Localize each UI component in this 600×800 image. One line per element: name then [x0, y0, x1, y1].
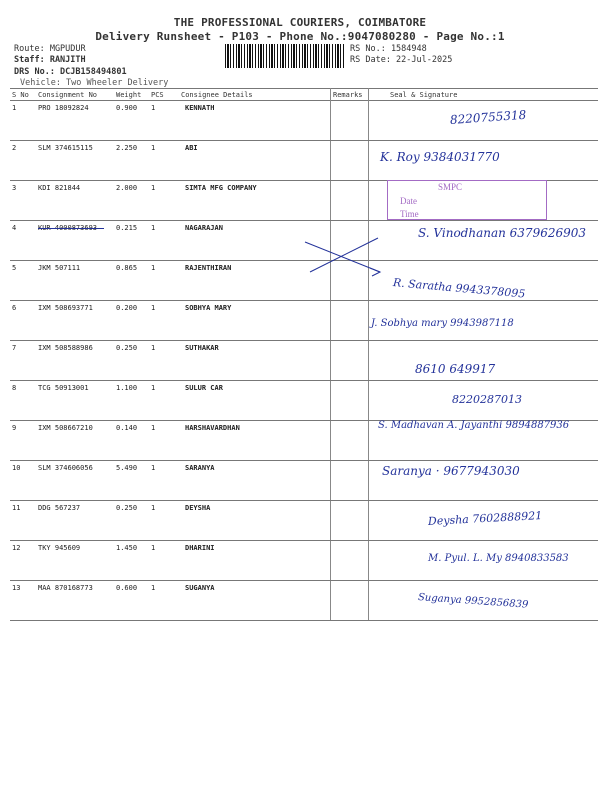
row-pcs: 1 [151, 424, 156, 432]
row-weight: 0.900 [116, 104, 138, 112]
row-sno: 7 [12, 344, 17, 352]
strike-mark [38, 228, 104, 229]
row-sno: 6 [12, 304, 17, 312]
row-rule [10, 220, 598, 221]
col-consignee: Consignee Details [181, 91, 253, 99]
row-consignment: IXM 508667210 [38, 424, 93, 432]
col-remarks: Remarks [333, 91, 363, 99]
row-weight: 0.215 [116, 224, 138, 232]
col-sno: S No [12, 91, 29, 99]
row-consignee: SUGANYA [185, 584, 215, 592]
row-sno: 3 [12, 184, 17, 192]
stamp-label: SMPC [438, 182, 463, 192]
col-signature: Seal & Signature [390, 91, 458, 99]
drs-number: DRS No.: DCJB158494801 [14, 67, 127, 77]
row-pcs: 1 [151, 104, 156, 112]
stamp-time: Time [400, 209, 419, 219]
row-pcs: 1 [151, 544, 156, 552]
row-weight: 0.600 [116, 584, 138, 592]
row-consignee: RAJENTHIRAN [185, 264, 232, 272]
row-weight: 1.450 [116, 544, 138, 552]
row-consignee: NAGARAJAN [185, 224, 223, 232]
signature-row-2: K. Roy 9384031770 [380, 150, 500, 164]
row-consignment: PRO 18092824 [38, 104, 89, 112]
route-label: Route: MGPUDUR [14, 44, 86, 54]
row-rule [10, 500, 598, 501]
table-bottom-rule [10, 620, 598, 621]
row-rule [10, 300, 598, 301]
row-rule [10, 540, 598, 541]
row-pcs: 1 [151, 144, 156, 152]
row-rule [10, 380, 598, 381]
row-pcs: 1 [151, 464, 156, 472]
row-consignee: ABI [185, 144, 198, 152]
row-consignee: SUTHAKAR [185, 344, 219, 352]
rs-number: RS No.: 1584948 [350, 44, 427, 54]
signature-row-6: J. Sobhya mary 9943987118 [371, 318, 514, 329]
table-top-rule [10, 88, 598, 89]
row-sno: 1 [12, 104, 17, 112]
row-weight: 0.250 [116, 344, 138, 352]
row-sno: 5 [12, 264, 17, 272]
row-pcs: 1 [151, 504, 156, 512]
row-consignee: SIMTA MFG COMPANY [185, 184, 257, 192]
row-consignment: DDG 567237 [38, 504, 81, 512]
col-consignment: Consignment No [38, 91, 98, 99]
row-weight: 0.250 [116, 504, 138, 512]
signature-row-8: 8220287013 [452, 393, 522, 406]
row-consignment: TKY 945609 [38, 544, 81, 552]
row-pcs: 1 [151, 184, 156, 192]
row-sno: 10 [12, 464, 21, 472]
row-sno: 9 [12, 424, 17, 432]
row-pcs: 1 [151, 304, 156, 312]
row-sno: 11 [12, 504, 21, 512]
row-consignment: KDI 821844 [38, 184, 81, 192]
row-pcs: 1 [151, 264, 156, 272]
row-pcs: 1 [151, 224, 156, 232]
row-pcs: 1 [151, 384, 156, 392]
row-consignment: SLM 374615115 [38, 144, 93, 152]
stamp-date: Date [400, 196, 417, 206]
row-sno: 13 [12, 584, 21, 592]
row-consignee: KENNATH [185, 104, 215, 112]
row-sno: 12 [12, 544, 21, 552]
row-sno: 8 [12, 384, 17, 392]
signature-row-11: Deysha 7602888921 [427, 509, 543, 528]
row-pcs: 1 [151, 584, 156, 592]
row-rule [10, 140, 598, 141]
signature-row-13: Suganya 9952856839 [417, 592, 529, 611]
signature-row-9: S. Madhavan A. Jayanthi 9894887936 [378, 420, 570, 431]
row-rule [10, 580, 598, 581]
col-pcs: PCS [151, 91, 164, 99]
signature-row-12: M. Pyul. L. My 8940833583 [428, 553, 569, 564]
row-weight: 0.200 [116, 304, 138, 312]
signature-row-4: S. Vinodhanan 6379626903 [418, 226, 587, 240]
row-consignment: KUR 4000873693 [38, 224, 98, 232]
row-weight: 0.140 [116, 424, 138, 432]
row-rule [10, 340, 598, 341]
row-consignee: DEYSHA [185, 504, 211, 512]
seal-stamp [387, 180, 547, 220]
row-consignment: IXM 508588986 [38, 344, 93, 352]
row-weight: 2.000 [116, 184, 138, 192]
row-consignee: DHARINI [185, 544, 215, 552]
table-header-rule [10, 100, 598, 101]
row-consignee: HARSHAVARDHAN [185, 424, 240, 432]
company-title: THE PROFESSIONAL COURIERS, COIMBATORE [173, 16, 427, 29]
row-consignment: MAA 870168773 [38, 584, 93, 592]
signature-row-7: 8610 649917 [415, 362, 496, 376]
row-rule [10, 460, 598, 461]
runsheet-title: Delivery Runsheet - P103 - Phone No.:9047080280 - Page No.:1 [95, 30, 505, 43]
row-weight: 2.250 [116, 144, 138, 152]
row-weight: 0.865 [116, 264, 138, 272]
row-consignee: SARANYA [185, 464, 215, 472]
row-sno: 4 [12, 224, 17, 232]
col-weight: Weight [116, 91, 142, 99]
row-pcs: 1 [151, 344, 156, 352]
row-consignment: IXM 508693771 [38, 304, 93, 312]
row-consignment: SLM 374606056 [38, 464, 93, 472]
row-sno: 2 [12, 144, 17, 152]
row-consignee: SOBHYA MARY [185, 304, 232, 312]
rs-date: RS Date: 22-Jul-2025 [350, 55, 453, 65]
signature-row-5: R. Saratha 9943378095 [392, 276, 526, 301]
barcode [225, 44, 345, 68]
row-consignment: JKM 507111 [38, 264, 81, 272]
arrow-marks [300, 232, 390, 282]
signature-row-1: 8220755318 [449, 107, 527, 127]
vehicle-label: Vehicle: Two Wheeler Delivery [20, 78, 169, 88]
row-weight: 1.100 [116, 384, 138, 392]
row-consignee: SULUR CAR [185, 384, 223, 392]
staff-label: Staff: RANJITH [14, 55, 86, 65]
signature-row-10: Saranya · 9677943030 [382, 464, 520, 478]
row-weight: 5.490 [116, 464, 138, 472]
row-consignment: TCG 50913001 [38, 384, 89, 392]
